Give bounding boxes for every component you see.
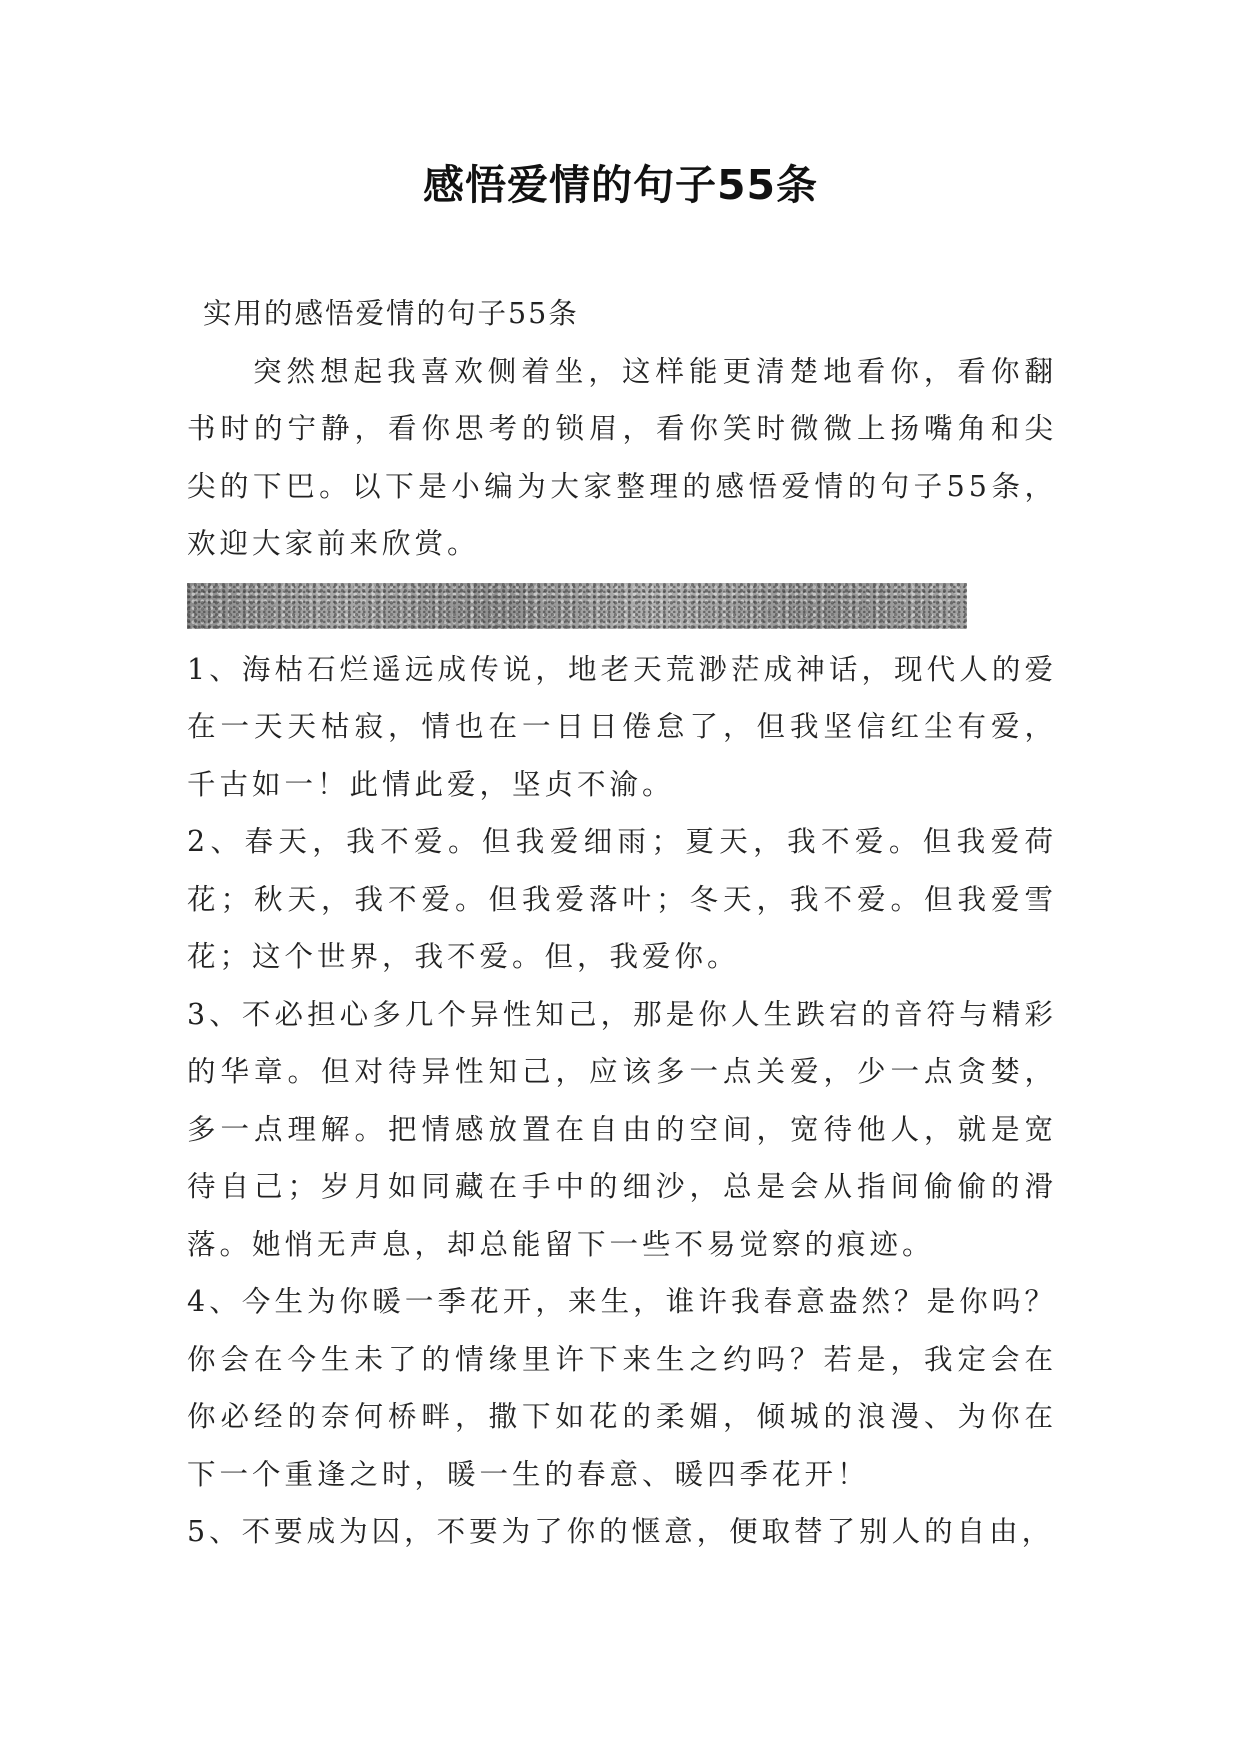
document-body	[187, 285, 1057, 1561]
list-item: 4、今生为你暖一季花开，来生，谁许我春意盎然？是你吗？你会在今生未了的情缘里许下来生之约吗？若是，我定会在你必经的奈何桥畔，撒下如花的柔媚，倾城的浪漫、为你在下一个重逢之时，暖一生的春意、暖四季花开！	[187, 1285, 1057, 1491]
list-item: 5、不要成为囚，不要为了你的惬意，便取替了别人的自由，	[187, 1515, 1055, 1548]
intro-paragraph: 突然想起我喜欢侧着坐，这样能更清楚地看你，看你翻书时的宁静，看你思考的锁眉，看你笑时微微上扬嘴角和尖尖的下巴。以下是小编为大家整理的感悟爱情的句子55条，欢迎大家前来欣赏。	[187, 354, 1057, 560]
list-item: 3、不必担心多几个异性知己，那是你人生跌宕的音符与精彩的华章。但对待异性知己，应该多一点关爱，少一点贪婪，多一点理解。把情感放置在自由的空间，宽待他人，就是宽待自己；岁月如同藏在手中的细沙，总是会从指间偷偷的滑落。她悄无声息，却总能留下一些不易觉察的痕迹。	[187, 997, 1057, 1261]
document-subtitle: 实用的感悟爱情的句子55条	[203, 297, 579, 330]
noise-image-strip	[187, 583, 967, 629]
list-item: 2、春天，我不爱。但我爱细雨；夏天，我不爱。但我爱荷花；秋天，我不爱。但我爱落叶；冬天，我不爱。但我爱雪花；这个世界，我不爱。但，我爱你。	[187, 825, 1057, 973]
list-item: 1、海枯石烂遥远成传说，地老天荒渺茫成神话，现代人的爱在一天天枯寂，情也在一日日倦怠了，但我坚信红尘有爱，千古如一！此情此爱，坚贞不渝。	[187, 652, 1057, 801]
document-title: 感悟爱情的句子55条	[422, 161, 819, 209]
